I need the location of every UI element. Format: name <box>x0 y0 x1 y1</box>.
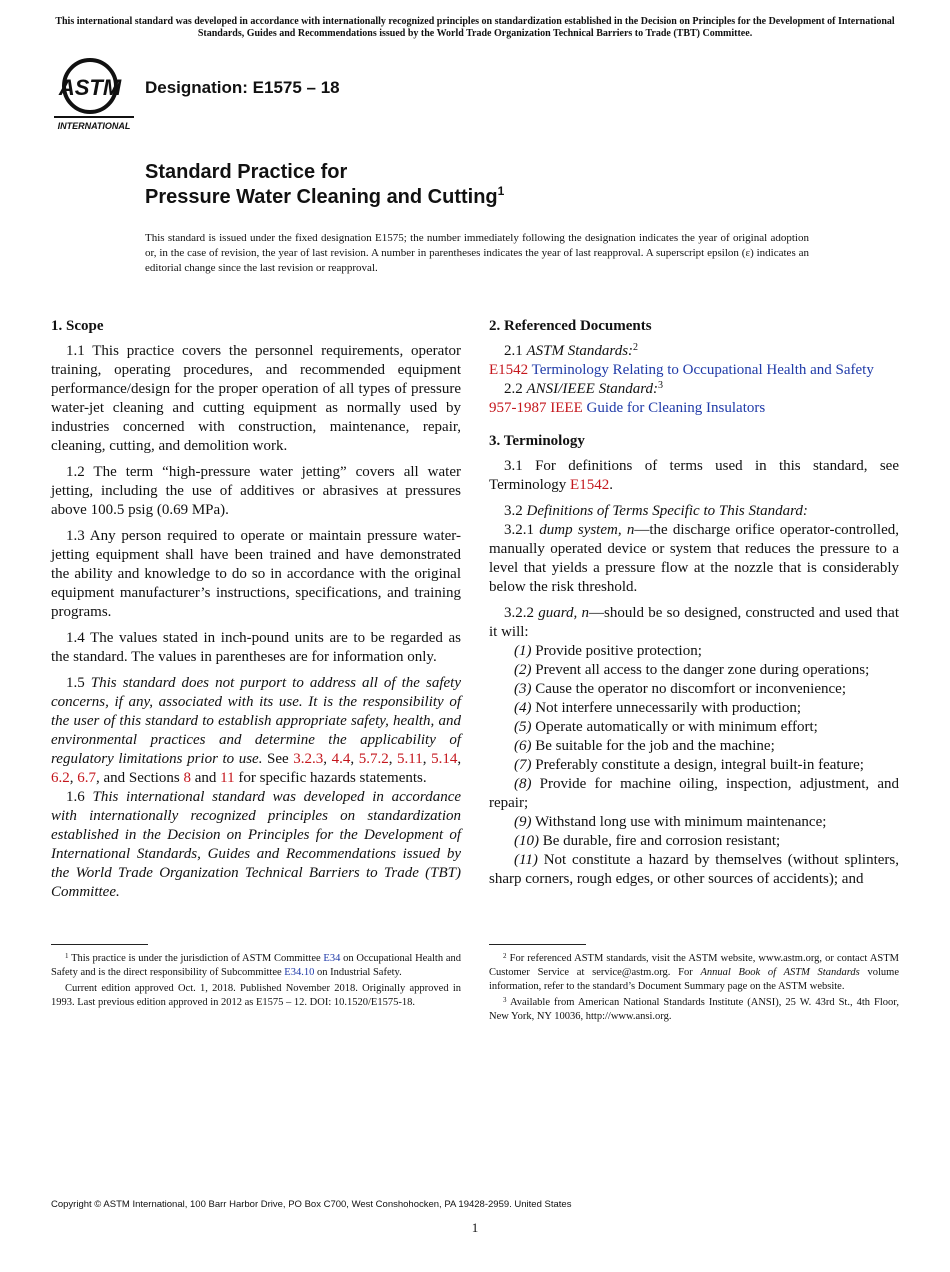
list-item-text: Be suitable for the job and the machine; <box>535 738 775 754</box>
def-guard: —should be so designed, constructed and used that it will: <box>489 605 899 640</box>
ansi-ieee-label: ANSI/IEEE Standard: <box>526 381 659 397</box>
header-note: This international standard was developed in accordance with internationally recognized principles on standardization established in the Decision on Principles for the Development of International Standards, Guides and Recommendations issued by the World Trade Organization Technical Barriers to Trade (TBT) Committee. <box>55 16 895 39</box>
designation: Designation: E1575 – 18 <box>145 78 340 97</box>
list-item-text: Prevent all access to the danger zone during operations; <box>535 662 870 678</box>
list-item <box>489 680 899 699</box>
list-item-text: Operate automatically or with minimum effort; <box>535 719 818 735</box>
footnote-1-sup: 1 <box>65 952 69 960</box>
footnote-2-italic: Annual Book of ASTM Standards <box>700 967 860 978</box>
para-1-5-end: for specific hazards statements. <box>238 770 427 786</box>
para-3-2-label: Definitions of Terms Specific to This Standard: <box>526 503 808 519</box>
list-item <box>489 699 899 718</box>
footnote-3-text: Available from American National Standards Institute (ANSI), 25 W. 43rd St., 4th Floor, New York, NY 10036, http://www.ansi.org. <box>489 997 899 1022</box>
list-item-text: Cause the operator no discomfort or inconvenience; <box>535 681 846 697</box>
footnote-2-text-b: volume information, refer to the standard’s Document Summary page on the ASTM website. <box>489 967 900 992</box>
list-item-number: (8) <box>514 776 532 792</box>
logo-subtext: INTERNATIONAL <box>57 121 131 131</box>
logo-mark: ASTM <box>58 75 122 100</box>
ref-link-3-2-3[interactable]: 3.2.3 <box>293 751 324 767</box>
para-1-5-num: 1.5 <box>66 675 85 691</box>
para-3-1 <box>489 457 899 495</box>
list-item-number: (10) <box>514 833 539 849</box>
list-item <box>489 832 899 851</box>
edition-note: Current edition approved Oct. 1, 2018. Published November 2018. Originally approved in 1993. Last previous edition approved in 2012 as E1575 – 12. DOI: 10.1520/E1575-18. <box>51 983 461 1008</box>
committee-e34-link[interactable]: E34 <box>323 953 341 964</box>
para-1-4: 1.4 The values stated in inch-pound units are to be regarded as the standard. The values in parentheses are for information only. <box>51 630 461 665</box>
para-1-5-and: and <box>194 770 217 786</box>
para-2-1 <box>489 342 899 361</box>
para-1-3: 1.3 Any person required to operate or maintain pressure water-jetting equipment shall have been trained and have demonstrated the ability and knowledge to do so in accordance with the original equipment manufacturer’s instructions, specifications, and training programs. <box>51 528 461 620</box>
para-3-1-text: 3.1 For definitions of terms used in this standard, see Terminology <box>489 458 899 493</box>
footnote-1-text-b: on Occupational Health and Safety and is the direct responsibility of Subcommittee <box>51 953 462 978</box>
para-3-2 <box>489 502 899 521</box>
footnote-1 <box>51 952 461 980</box>
issued-note: This standard is issued under the fixed designation E1575; the number immediately following the designation indicates the year of original adoption or, in the case of revision, the year of last revision. A number in parentheses indicates the year of last reapproval. A superscript epsilon (ε) indicates an editorial change since the last revision or reapproval. <box>145 232 809 274</box>
copyright-notice: Copyright © ASTM International, 100 Barr Harbor Drive, PO Box C700, West Conshohocken, PA 19428-2959. United States <box>51 1199 572 1210</box>
para-1-6-num: 1.6 <box>66 789 85 805</box>
footnotes-left <box>51 952 461 1012</box>
list-item <box>489 756 899 775</box>
list-item <box>489 718 899 737</box>
list-item <box>489 642 899 661</box>
para-3-1-end: . <box>609 477 613 493</box>
list-item-text: Withstand long use with minimum maintenance; <box>534 814 827 830</box>
ref-link-5-11[interactable]: 5.11 <box>397 751 423 767</box>
ref-e1542-title-link[interactable]: Terminology Relating to Occupational Health and Safety <box>531 362 874 378</box>
list-item <box>489 775 899 813</box>
astm-standards-label: ASTM Standards: <box>526 343 634 359</box>
ref-link-5-14[interactable]: 5.14 <box>431 751 458 767</box>
footnote-2-sup: 2 <box>503 952 507 960</box>
ref-e1542-code[interactable]: E1542 <box>489 362 529 378</box>
ref-link-e1542[interactable]: E1542 <box>570 477 610 493</box>
section-3-heading: 3. Terminology <box>489 433 585 449</box>
para-1-5-see: See <box>267 751 289 767</box>
para-3-2-1 <box>489 521 899 597</box>
para-1-6-text: This international standard was developed in accordance with internationally recognized principles on standardization established in the Decision on Principles for the Development of International Standards, Guides and Recommendations issued by the World Trade Organization Technical Barriers to Trade (TBT) Committee. <box>51 789 462 900</box>
section-1-heading: 1. Scope <box>51 318 104 334</box>
para-3-2-2 <box>489 604 899 642</box>
para-3-2-1-num: 3.2.1 <box>504 522 534 538</box>
list-item-number: (6) <box>514 738 532 754</box>
footnote-2-marker: 2 <box>633 342 639 353</box>
term-dump-system: dump system, n <box>539 522 635 538</box>
footnote-divider-right <box>489 944 586 945</box>
subcommittee-e34-10-link[interactable]: E34.10 <box>284 967 315 978</box>
para-1-5: 1.5 This standard does not purport to address all of the safety concerns, if any, associated with its use. It is the responsibility of the user of this standard to establish appropriate safety, health, and environmental practices and determine the applicability of regulatory limitations prior to use. See 3.2.3, 4.4, 5.7.2, 5.11, 5.14, 6.2, 6.7, and Sections 8 and 11 for specific hazards statements. <box>51 675 462 786</box>
footnote-2-text-a: For referenced ASTM standards, visit the ASTM website, www.astm.org, or contact ASTM Customer Service at service@astm.org. For <box>489 953 899 978</box>
list-item <box>489 661 899 680</box>
list-item-text: Provide positive protection; <box>535 643 702 659</box>
footnote-1-text-c: on Industrial Safety. <box>316 967 402 978</box>
title-line-1: Standard Practice for <box>145 161 348 183</box>
list-item-text: Preferably constitute a design, integral built-in feature; <box>535 757 864 773</box>
para-1-6 <box>51 788 461 902</box>
list-item-number: (11) <box>514 852 538 868</box>
ref-ieee-957 <box>489 399 899 418</box>
ref-link-section-8[interactable]: 8 <box>183 770 191 786</box>
footnote-divider-left <box>51 944 148 945</box>
left-column <box>51 317 461 909</box>
list-item-number: (3) <box>514 681 532 697</box>
list-item-text: Not constitute a hazard by themselves (without splinters, sharp corners, rough edges, or other sources of accidents); and <box>489 852 899 887</box>
list-item-number: (1) <box>514 643 532 659</box>
para-1-5-safety-text: This standard does not purport to address all of the safety concerns, if any, associated with its use. It is the responsibility of the user of this standard to establish appropriate safety, health, and environmental practices and determine the applicability of regulatory limitations prior to use. <box>51 675 461 767</box>
list-item-number: (2) <box>514 662 532 678</box>
title-line-2 <box>145 185 504 210</box>
page-number: 1 <box>471 1220 479 1235</box>
para-1-5-and-sections: , and Sections <box>96 770 180 786</box>
title-footnote-marker: 1 <box>497 184 505 198</box>
para-3-2-num: 3.2 <box>504 503 523 519</box>
footnote-1-text-a: This practice is under the jurisdiction of ASTM Committee <box>71 953 321 964</box>
footnote-3-marker: 3 <box>658 380 664 391</box>
ref-link-6-2[interactable]: 6.2 <box>51 770 70 786</box>
list-item-number: (5) <box>514 719 532 735</box>
para-2-2 <box>489 380 899 399</box>
list-item-text: Be durable, fire and corrosion resistant; <box>542 833 781 849</box>
list-item <box>489 737 899 756</box>
section-2-heading: 2. Referenced Documents <box>489 318 652 334</box>
para-2-1-num: 2.1 <box>504 343 523 359</box>
para-2-2-num: 2.2 <box>504 381 523 397</box>
footnotes-right <box>489 952 899 1026</box>
term-guard: guard, n <box>538 605 589 621</box>
def-dump-system: —the discharge orifice operator-controlled, manually operated device or system that reduces the pressure to a level that yields a pressure flow at the nozzle that is considerably below the risk threshold. <box>489 522 900 595</box>
ref-link-5-7-2[interactable]: 5.7.2 <box>358 751 389 767</box>
para-1-1: 1.1 This practice covers the personnel requirements, operator training, operating procedures, and recommended equipment performance/design for the proper operation of all types of pressure water-jet cleaning and cutting equipment as normally used by industries concerned with construction, maintenance, repair, cleaning, cutting, and demolition work. <box>51 343 461 454</box>
list-item-text: Not interfere unnecessarily with production; <box>535 700 802 716</box>
list-item <box>489 851 899 889</box>
title-main: Pressure Water Cleaning and Cutting <box>145 186 498 208</box>
list-item-number: (9) <box>514 814 532 830</box>
list-item-number: (7) <box>514 757 532 773</box>
list-item-text: Provide for machine oiling, inspection, adjustment, and repair; <box>489 776 899 811</box>
document-title <box>145 160 504 210</box>
ref-ieee-title-link[interactable]: Guide for Cleaning Insulators <box>586 400 766 416</box>
ref-ieee-code[interactable]: 957-1987 IEEE <box>489 400 583 416</box>
footnote-3-sup: 3 <box>503 996 507 1004</box>
ref-e1542 <box>489 361 899 380</box>
footnote-3 <box>489 996 899 1024</box>
list-item-number: (4) <box>514 700 532 716</box>
ref-link-4-4[interactable]: 4.4 <box>331 751 351 767</box>
para-3-2-2-num: 3.2.2 <box>504 605 534 621</box>
ref-link-6-7[interactable]: 6.7 <box>77 770 96 786</box>
ref-link-section-11[interactable]: 11 <box>220 770 235 786</box>
right-column <box>489 317 899 889</box>
footnote-2 <box>489 952 899 994</box>
astm-logo <box>52 54 136 134</box>
para-1-2: 1.2 The term “high-pressure water jetting” covers all water jetting, including the use of additives or abrasives at pressures above 100.5 psig (0.69 MPa). <box>51 464 461 518</box>
list-item <box>489 813 899 832</box>
